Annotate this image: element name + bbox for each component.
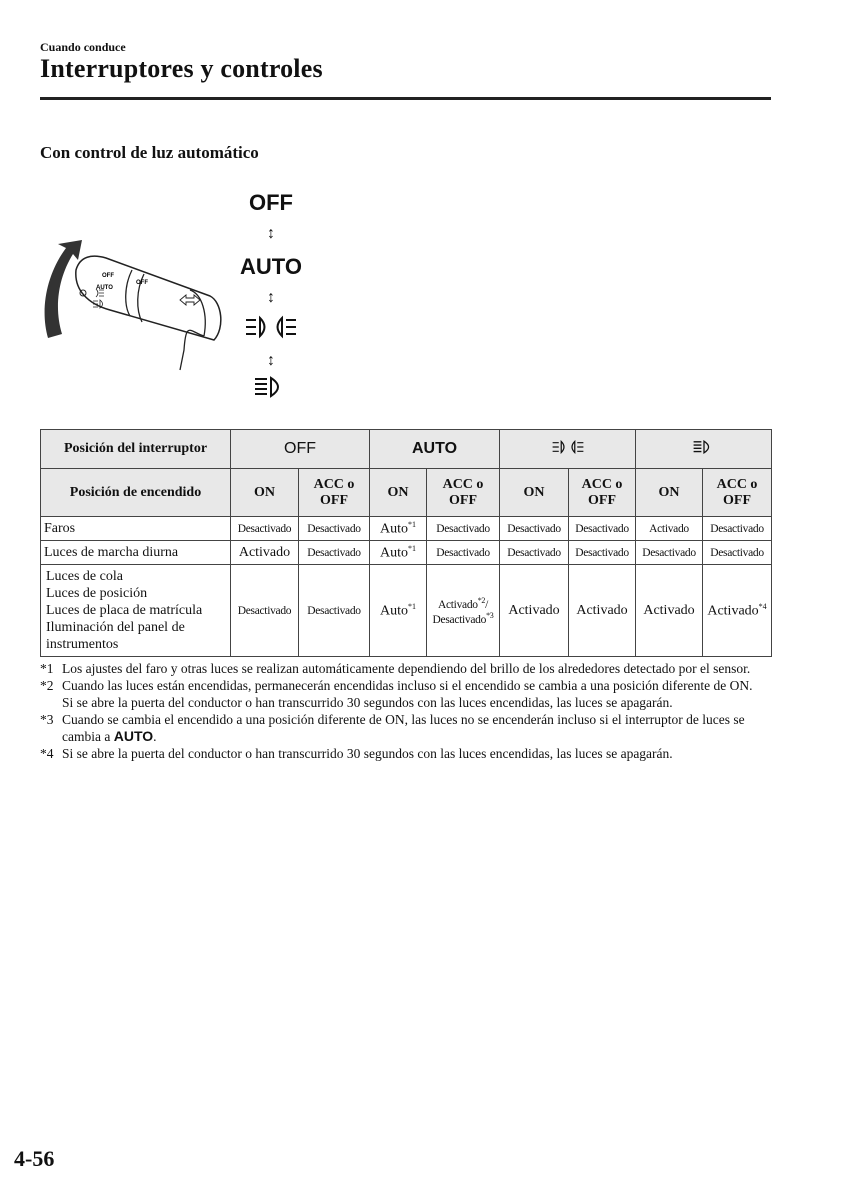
footnote-key: *4: [40, 746, 54, 761]
double-arrow-icon: ↕: [267, 225, 275, 242]
footnote-ref: *3: [486, 610, 494, 620]
table-cell: Desactivado: [231, 517, 299, 541]
footnote-paragraph: Cuando las luces están encendidas, permanecerán encendidas incluso si el encendido se cambia a una posición diferente de ON.: [62, 678, 753, 693]
footnote-key: *3: [40, 712, 54, 727]
cell-text: Auto: [380, 545, 408, 561]
table-cell: Activado: [231, 541, 299, 565]
cell-text: Desactivado: [432, 613, 487, 626]
row-label: Faros: [41, 517, 231, 541]
row-label-line: Luces de cola: [46, 569, 123, 584]
footnote-end: .: [153, 729, 157, 744]
position-lights-icon: [548, 439, 588, 455]
position-off-label: OFF: [249, 190, 293, 215]
light-switch-lever-illustration: [40, 230, 240, 375]
table-row: [41, 565, 772, 657]
footnote-text: Los ajustes del faro y otras luces se realizan automáticamente dependiendo del brillo de los alrededores detectado por el sensor.: [62, 661, 751, 676]
position-auto-label: AUTO: [240, 254, 302, 279]
ignition-col: ACC o OFF: [427, 469, 500, 517]
headlights-icon: [691, 439, 717, 455]
footnotes: [40, 660, 775, 762]
table-cell: Desactivado: [636, 541, 703, 565]
col-auto-header: AUTO: [370, 430, 500, 469]
footnote-text: [62, 677, 775, 711]
table-cell: Desactivado: [427, 517, 500, 541]
ignition-header-row: [41, 469, 772, 517]
footnote-ref: *1: [408, 601, 416, 611]
lever-off2-label: OFF: [136, 280, 148, 286]
footnote-ref: *1: [408, 519, 416, 529]
row-label: Luces de marcha diurna: [41, 541, 231, 565]
light-switch-table: [40, 429, 772, 657]
footnote-ref: *4: [758, 601, 767, 611]
page-number: 4-56: [14, 1146, 55, 1171]
table-cell: Desactivado: [569, 541, 636, 565]
table-cell: [370, 565, 427, 657]
section-label: Cuando conduce: [40, 40, 126, 54]
table-cell: Desactivado: [569, 517, 636, 541]
col-position-lights-header: [500, 430, 636, 469]
auto-inline-label: AUTO: [113, 728, 154, 744]
ignition-col: ACC o OFF: [299, 469, 370, 517]
ignition-position-header: Posición de encendido: [41, 469, 231, 517]
subsection-title: Con control de luz automático: [40, 143, 259, 162]
col-off-header: OFF: [231, 430, 370, 469]
footnote: [40, 677, 775, 711]
table-cell: [370, 517, 427, 541]
cell-text: Activado: [437, 598, 478, 611]
ignition-col: ACC o OFF: [569, 469, 636, 517]
table-cell: Activado: [636, 517, 703, 541]
table-cell: Desactivado: [299, 565, 370, 657]
cell-slash: /: [485, 598, 489, 611]
row-label-line: Iluminación del panel de instrumentos: [46, 620, 185, 652]
table-cell: Desactivado: [299, 517, 370, 541]
table-cell: Activado: [500, 565, 569, 657]
position-lights-icon: [244, 314, 298, 340]
footnote-key: *1: [40, 661, 54, 676]
switch-position-header: Posición del interruptor: [41, 430, 231, 469]
row-label-line: Luces de placa de matrícula: [46, 603, 203, 618]
footnote: [40, 745, 775, 762]
double-arrow-icon: ↕: [267, 352, 275, 369]
footnote: [40, 660, 775, 677]
row-label-line: Luces de posición: [46, 586, 148, 601]
cell-text: Auto: [380, 603, 408, 619]
table-cell: [703, 565, 772, 657]
row-label: [41, 565, 231, 657]
ignition-col: ON: [370, 469, 427, 517]
table-cell: Activado: [636, 565, 703, 657]
table-cell: [427, 565, 500, 657]
ignition-col: ON: [636, 469, 703, 517]
table-cell: Desactivado: [500, 517, 569, 541]
table-cell: Desactivado: [703, 517, 772, 541]
switch-position-stack: [236, 190, 306, 404]
double-arrow-icon: ↕: [267, 289, 275, 306]
footnote-text: [62, 711, 775, 745]
ignition-col: ACC o OFF: [703, 469, 772, 517]
footnote-key: *2: [40, 678, 54, 693]
table-row: [41, 517, 772, 541]
table-cell: Desactivado: [427, 541, 500, 565]
footnote-text: Si se abre la puerta del conductor o han transcurrido 30 segundos con las luces encendidas, las luces se apagarán.: [62, 746, 673, 761]
table-cell: Activado: [569, 565, 636, 657]
lever-off-label: OFF: [102, 273, 114, 279]
footnote: [40, 711, 775, 745]
headlights-icon: [251, 375, 291, 399]
table-row: [41, 541, 772, 565]
table-cell: Desactivado: [500, 541, 569, 565]
table-cell: [370, 541, 427, 565]
switch-header-row: [41, 430, 772, 469]
col-headlights-header: [636, 430, 772, 469]
rotation-arrow-icon: [45, 240, 82, 338]
footnote-ref: *2: [477, 595, 486, 605]
page-title: Interruptores y controles: [40, 54, 323, 83]
table-cell: Desactivado: [231, 565, 299, 657]
cell-text: Activado: [707, 603, 759, 619]
footnote-paragraph: Cuando se cambia el encendido a una posición diferente de ON, las luces no se encenderán incluso si el interruptor de luces se cambia a: [62, 712, 745, 744]
table-cell: Desactivado: [703, 541, 772, 565]
lever-auto-label: AUTO: [96, 285, 113, 291]
footnote-paragraph: Si se abre la puerta del conductor o han transcurrido 30 segundos con las luces encendidas, las luces se apagarán.: [62, 695, 673, 710]
cell-text: Auto: [380, 521, 408, 537]
ignition-col: ON: [500, 469, 569, 517]
title-rule: [40, 97, 771, 100]
footnote-ref: *1: [408, 543, 416, 553]
ignition-col: ON: [231, 469, 299, 517]
table-cell: Desactivado: [299, 541, 370, 565]
